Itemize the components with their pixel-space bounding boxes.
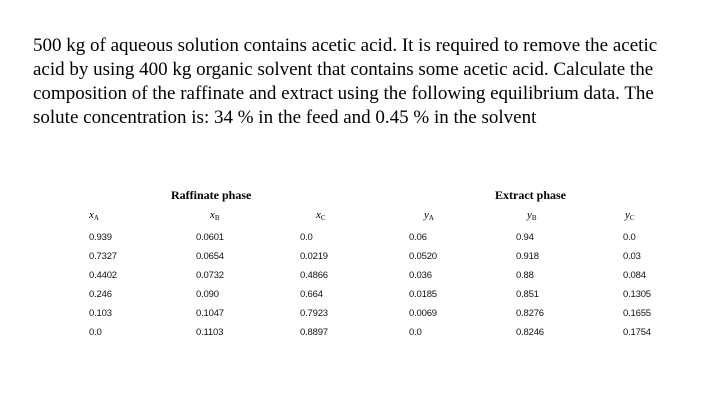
problem-statement: 500 kg of aqueous solution contains acetic acid. It is required to remove the acetic acid by using 400 kg organic solvent that contains some acetic acid. Calculate the composition of the raffinate and extract using the following equilibrium data. The solute concentration is: 34 % in the feed and 0.45 % in the solvent — [33, 35, 658, 128]
table-cell: 0.090 — [196, 289, 219, 300]
table-cell: 0.0732 — [196, 270, 224, 281]
table-cell: 0.94 — [516, 232, 534, 243]
table-cell: 0.1305 — [623, 289, 651, 300]
table-cell: 0.1754 — [623, 327, 651, 338]
column-ya-header: $y_A$ — [424, 209, 434, 222]
table-cell: 0.0 — [300, 232, 313, 243]
extract-phase-heading: Extract phase — [495, 188, 566, 202]
column-ya — [409, 208, 437, 342]
column-yb-header: $y_B$ — [527, 209, 537, 222]
table-cell: 0.246 — [89, 289, 112, 300]
table-cell: 0.0654 — [196, 251, 224, 262]
table-cell: 0.0 — [89, 327, 102, 338]
table-cell: 0.103 — [89, 308, 112, 319]
column-xc-header: $x_C$ — [316, 209, 326, 222]
table-cell: 0.8897 — [300, 327, 328, 338]
table-cell: 0.06 — [409, 232, 427, 243]
table-cell: 0.03 — [623, 251, 641, 262]
table-cell: 0.4402 — [89, 270, 117, 281]
column-xa-header: $x_A$ — [89, 209, 99, 222]
column-yc — [623, 208, 651, 342]
table-cell: 0.0 — [409, 327, 422, 338]
table-cell: 0.036 — [409, 270, 432, 281]
table-cell: 0.084 — [623, 270, 646, 281]
table-cell: 0.4866 — [300, 270, 328, 281]
raffinate-phase-heading: Raffinate phase — [171, 188, 252, 202]
table-cell: 0.1047 — [196, 308, 224, 319]
column-xc — [300, 208, 328, 342]
column-yc-header: $y_C$ — [625, 209, 635, 222]
table-cell: 0.0 — [623, 232, 636, 243]
column-xa — [89, 208, 117, 342]
table-cell: 0.7923 — [300, 308, 328, 319]
table-cell: 0.851 — [516, 289, 539, 300]
table-cell: 0.8246 — [516, 327, 544, 338]
table-cell: 0.0219 — [300, 251, 328, 262]
column-xb-header: $x_B$ — [210, 209, 220, 222]
table-cell: 0.918 — [516, 251, 539, 262]
table-cell: 0.7327 — [89, 251, 117, 262]
column-xb — [196, 208, 224, 342]
table-cell: 0.0069 — [409, 308, 437, 319]
table-cell: 0.664 — [300, 289, 323, 300]
table-cell: 0.88 — [516, 270, 534, 281]
table-cell: 0.939 — [89, 232, 112, 243]
column-yb — [516, 208, 544, 342]
table-cell: 0.1655 — [623, 308, 651, 319]
table-cell: 0.0601 — [196, 232, 224, 243]
table-cell: 0.0520 — [409, 251, 437, 262]
table-cell: 0.1103 — [196, 327, 224, 338]
table-cell: 0.8276 — [516, 308, 544, 319]
table-cell: 0.0185 — [409, 289, 437, 300]
